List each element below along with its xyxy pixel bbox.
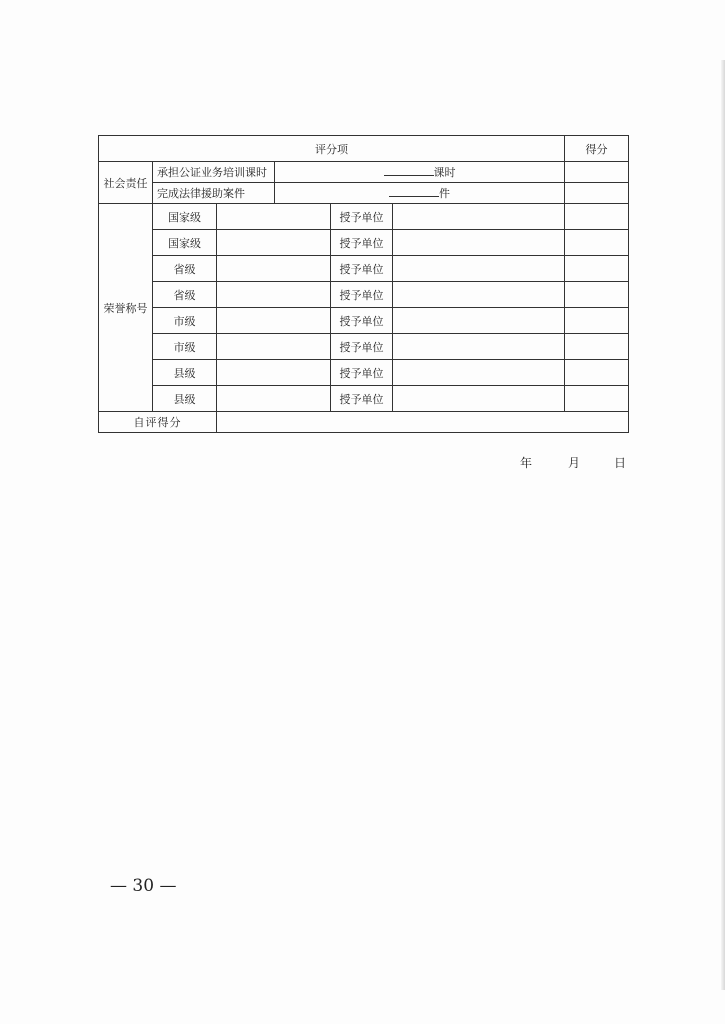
training-hours-blank[interactable] [384, 165, 434, 176]
honor-title-field[interactable] [217, 360, 331, 386]
honor-row [99, 386, 629, 412]
header-score-cell: 得分 [565, 136, 629, 162]
grant-unit-label: 授予单位 [331, 360, 393, 386]
honor-title-field[interactable] [217, 282, 331, 308]
grant-unit-label: 授予单位 [331, 282, 393, 308]
grant-unit-field[interactable] [393, 204, 565, 230]
honor-row [99, 204, 629, 230]
training-hours-score[interactable] [565, 162, 629, 183]
honor-score[interactable] [565, 334, 629, 360]
honor-title-field[interactable] [217, 334, 331, 360]
honor-level: 国家级 [153, 230, 217, 256]
social-row-1 [99, 162, 629, 183]
grant-unit-field[interactable] [393, 230, 565, 256]
honor-row [99, 308, 629, 334]
social-row-2 [99, 183, 629, 204]
honor-score[interactable] [565, 386, 629, 412]
honor-label: 荣誉称号 [99, 204, 153, 412]
self-score-label: 自评得分 [99, 412, 217, 433]
honor-row [99, 334, 629, 360]
grant-unit-field[interactable] [393, 360, 565, 386]
honor-level: 省级 [153, 256, 217, 282]
honor-title-field[interactable] [217, 204, 331, 230]
grant-unit-label: 授予单位 [331, 230, 393, 256]
honor-level: 市级 [153, 308, 217, 334]
training-hours-label: 承担公证业务培训课时 [153, 162, 275, 183]
honor-title-field[interactable] [217, 230, 331, 256]
honor-title-field[interactable] [217, 308, 331, 334]
legal-aid-unit: 件 [439, 187, 450, 200]
header-row [99, 136, 629, 162]
grant-unit-label: 授予单位 [331, 386, 393, 412]
grant-unit-label: 授予单位 [331, 308, 393, 334]
self-score-field[interactable] [217, 412, 629, 433]
honor-level: 县级 [153, 360, 217, 386]
honor-title-field[interactable] [217, 256, 331, 282]
honor-title-field[interactable] [217, 386, 331, 412]
legal-aid-score[interactable] [565, 183, 629, 204]
page-number: — 30 — [110, 876, 177, 896]
honor-row [99, 360, 629, 386]
date-year: 年 [520, 456, 534, 470]
honor-row [99, 282, 629, 308]
honor-row [99, 256, 629, 282]
social-label: 社会责任 [99, 162, 153, 204]
date-day: 日 [614, 456, 628, 470]
grant-unit-field[interactable] [393, 308, 565, 334]
grant-unit-field[interactable] [393, 256, 565, 282]
training-hours-value[interactable] [275, 162, 565, 183]
grant-unit-field[interactable] [393, 282, 565, 308]
honor-score[interactable] [565, 308, 629, 334]
honor-score[interactable] [565, 204, 629, 230]
legal-aid-blank[interactable] [389, 186, 439, 197]
honor-level: 县级 [153, 386, 217, 412]
training-hours-unit: 课时 [433, 166, 456, 179]
honor-level: 市级 [153, 334, 217, 360]
grant-unit-label: 授予单位 [331, 204, 393, 230]
legal-aid-label: 完成法律援助案件 [153, 183, 275, 204]
legal-aid-value[interactable] [275, 183, 565, 204]
grant-unit-label: 授予单位 [331, 334, 393, 360]
page-edge-shadow [721, 60, 725, 990]
honor-level: 国家级 [153, 204, 217, 230]
honor-score[interactable] [565, 230, 629, 256]
date-month: 月 [568, 456, 582, 470]
honor-score[interactable] [565, 360, 629, 386]
self-score-row [99, 412, 629, 433]
grant-unit-field[interactable] [393, 334, 565, 360]
honor-row [99, 230, 629, 256]
grant-unit-field[interactable] [393, 386, 565, 412]
honor-level: 省级 [153, 282, 217, 308]
scoring-table [98, 135, 629, 433]
honor-score[interactable] [565, 256, 629, 282]
grant-unit-label: 授予单位 [331, 256, 393, 282]
honor-score[interactable] [565, 282, 629, 308]
header-item-cell: 评分项 [99, 136, 565, 162]
